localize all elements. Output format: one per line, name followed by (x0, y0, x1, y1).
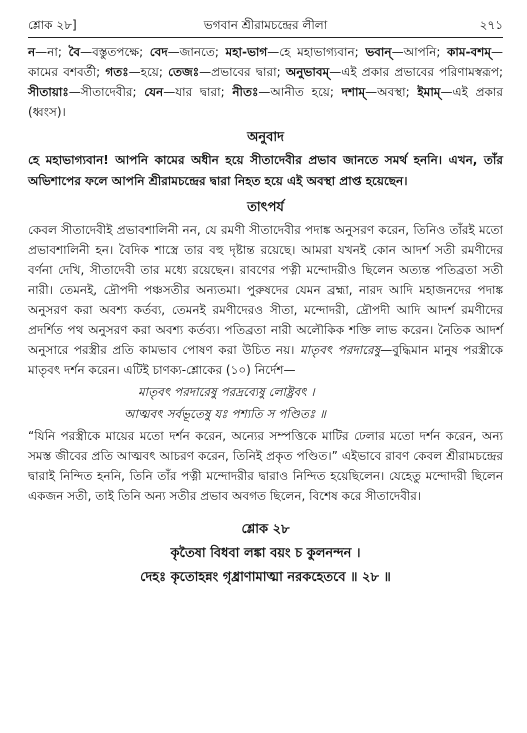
translation-heading: অনুবাদ (247, 130, 284, 145)
page-body (28, 42, 503, 590)
verse-line-2: দেহঃ কৃতোহন্নং গৃধ্রাণামাত্মা নরকহেতবে ॥ ২৮ ॥ (140, 570, 391, 585)
purport-paragraph-1: কেবল সীতাদেবীই প্রভাবশালিনী নন, যে রমণী সীতাদেবীর পদাঙ্ক অনুসরণ করেন, তিনিও তাঁরই মতো প্রভাবশালিনী হন। বৈদিক শাস্ত্রে তার বহু দৃষ্টান্ত রয়েছে। আমরা যখনই কোন আদর্শ সতী রমণীদের বর্ণনা দেখি, সীতাদেবী তার মধ্যে রয়েছেন। রাবণের পত্নী মন্দোদরীও ছিলেন অত্যন্ত পতিব্রতা সতী নারী। তেমনই, দ্রৌপদী পঞ্চসতীর অন্যতমা। পুরুষদের যেমন ব্রহ্মা, নারদ আদি মহাজনদের পদাঙ্ক অনুসরণ করা অবশ্য কর্তব্য, তেমনই রমণীদেরও সীতা, মন্দোদরী, দ্রৌপদী আদি আদর্শ রমণীদের প্রদর্শিত পথ অনুসরণ করা অবশ্য কর্তব্য। পতিব্রতা নারী অলৌকিক শক্তি লাভ করেন। নৈতিক আদর্শ অনুসারে পরস্ত্রীর প্রতি কামভাব পোষণ করা উচিত নয়। মাতৃবৎ পরদারেষু—বুদ্ধিমান মানুষ পরস্ত্রীকে মাতৃবৎ দর্শন করেন। এটিই চাণক্য-শ্লোকের (১০) নির্দেশ— (28, 223, 504, 377)
header-rule (28, 37, 503, 38)
purport-heading: তাৎপর্য (247, 200, 284, 215)
quote-line-1: মাতৃবৎ পরদারেষু পরদ্রব্যেষু লোষ্ট্রবৎ । (138, 385, 315, 399)
word-for-word-gloss: ন—না; বৈ—বস্তুতপক্ষে; বেদ—জানতে; মহা-ভাগ—হে মহাভাগ্যবান; ভবান্—আপনি; কাম-বশম্—কামের বশবর্তী; গতঃ—হয়ে; তেজঃ—প্রভাবের দ্বারা; অনুভাবম্—এই প্রকার প্রভাবের পরিণামস্বরূপ; সীতায়াঃ—সীতাদেবীর; যেন—যার দ্বারা; নীতঃ—আনীত হয়ে; দশাম্—অবস্থা; ইমাম্—এই প্রকার (ধ্বংস)। (28, 45, 504, 119)
verse-heading: শ্লোক ২৮ (241, 522, 290, 537)
running-header (28, 14, 503, 36)
verse-line-1: কৃতৈষা বিধবা লঙ্কা বয়ং চ কুলনন্দন । (170, 546, 361, 561)
header-page-number: ২৭১ (479, 18, 503, 32)
translation-text: হে মহাভাগ্যবান! আপনি কামের অধীন হয়ে সীতাদেবীর প্রভাব জানতে সমর্থ হননি। এখন, তাঁর অভিশাপের ফলে আপনি শ্রীরামচন্দ্রের দ্বারা নিহত হয়ে এই অবস্থা প্রাপ্ত হয়েছেন। (28, 153, 503, 188)
header-verse-ref: শ্লোক ২৮] (28, 18, 77, 32)
header-chapter-title: ভগবান শ্রীরামচন্দ্রের লীলা (203, 18, 328, 32)
quote-line-2: আত্মবৎ সর্বভূতেষু যঃ পশ্যতি স পণ্ডিতঃ ॥ (124, 407, 326, 421)
purport-paragraph-2: “যিনি পরস্ত্রীকে মায়ের মতো দর্শন করেন, অন্যের সম্পত্তিকে মাটির ঢেলার মতো দর্শন করেন, অন্য সমস্ত জীবের প্রতি আত্মবৎ আচরণ করেন, তিনিই প্রকৃত পণ্ডিত।” এইভাবে রাবণ কেবল শ্রীরামচন্দ্রের দ্বারাই নিন্দিত হননি, তিনি তাঁর পত্নী মন্দোদরীর দ্বারাও নিন্দিত হয়েছিলেন। যেহেতু মন্দোদরী ছিলেন একজন সতী, তাই তিনি অন্য সতীর প্রভাব অবগত ছিলেন, বিশেষ করে সীতাদেবীর। (28, 429, 503, 503)
